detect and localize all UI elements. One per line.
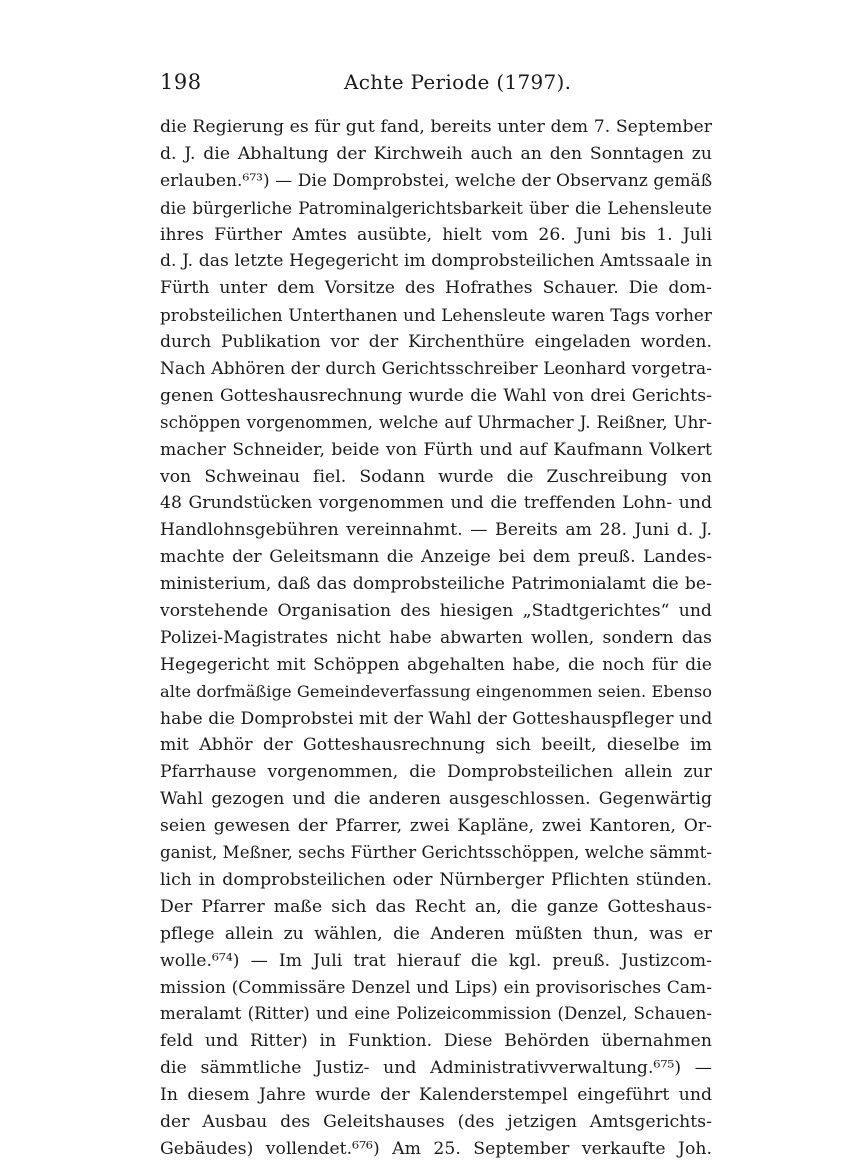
text-line: mit Abhör der Gotteshausrechnung sich beeilt, dieselbe im xyxy=(160,735,712,756)
text-line: von Schweinau fiel. Sodann wurde die Zuschreibung von xyxy=(160,466,712,487)
text-line: feld und Ritter) in Funktion. Diese Behörden übernahmen xyxy=(160,1031,712,1052)
text-line: vorstehende Organisation des hiesigen „Stadtgerichtes“ und xyxy=(160,601,712,622)
text-line: lich in domprobsteilichen oder Nürnberger Pflichten stünden. xyxy=(160,869,712,890)
text-line: genen Gotteshausrechnung wurde die Wahl von drei Gerichts- xyxy=(160,385,712,406)
text-line: habe die Domprobstei mit der Wahl der Gotteshauspfleger und xyxy=(160,708,712,729)
running-head xyxy=(160,70,712,100)
text-line: macher Schneider, beide von Fürth und auf Kaufmann Volkert xyxy=(160,439,712,460)
body-text xyxy=(160,114,712,1163)
text-line: Polizei-Magistrates nicht habe abwarten wollen, sondern das xyxy=(160,627,712,648)
text-line: Fürth unter dem Vorsitze des Hofrathes Schauer. Die dom- xyxy=(160,278,712,299)
text-line: Hegegericht mit Schöppen abgehalten habe, die noch für die xyxy=(160,654,712,675)
text-line: wolle.⁶⁷⁴) — Im Juli trat hierauf die kgl. preuß. Justizcom- xyxy=(160,950,712,971)
running-head-title: Achte Periode (1797). xyxy=(344,70,572,94)
text-line: ministerium, daß das domprobsteiliche Patrimonialamt die be- xyxy=(160,574,712,595)
text-line: durch Publikation vor der Kirchenthüre eingeladen worden. xyxy=(160,332,712,353)
text-line: erlauben.⁶⁷³) — Die Domprobstei, welche der Observanz gemäß xyxy=(160,170,712,191)
text-line: schöppen vorgenommen, welche auf Uhrmacher J. Reißner, Uhr- xyxy=(160,412,712,432)
page-number: 198 xyxy=(160,70,202,94)
text-line: ganist, Meßner, sechs Fürther Gerichtsschöppen, welche sämmt- xyxy=(160,843,712,863)
text-line: der Ausbau des Geleitshauses (des jetzigen Amtsgerichts- xyxy=(160,1111,712,1132)
text-line: die bürgerliche Patrominalgerichtsbarkeit über die Lehensleute xyxy=(160,197,712,218)
text-line: In diesem Jahre wurde der Kalenderstempel eingeführt und xyxy=(160,1085,712,1106)
text-line: mission (Commissäre Denzel und Lips) ein provisorisches Cam- xyxy=(160,977,712,998)
text-line: d. J. das letzte Hegegericht im domprobsteilichen Amtssaale in xyxy=(160,251,712,272)
text-line: d. J. die Abhaltung der Kirchweih auch an den Sonntagen zu xyxy=(160,143,712,164)
text-line: Der Pfarrer maße sich das Recht an, die ganze Gotteshaus- xyxy=(160,896,712,917)
text-line: Gebäudes) vollendet.⁶⁷⁶) Am 25. September verkaufte Joh. xyxy=(160,1138,712,1159)
text-line: alte dorfmäßige Gemeindeverfassung eingenommen seien. Ebenso xyxy=(160,681,712,701)
text-line: probsteilichen Unterthanen und Lehensleute waren Tags vorher xyxy=(160,305,712,326)
text-line: ihres Fürther Amtes ausübte, hielt vom 26. Juni bis 1. Juli xyxy=(160,224,712,245)
text-line: Handlohnsgebühren vereinnahmt. — Bereits am 28. Juni d. J. xyxy=(160,520,712,541)
text-line: Pfarrhause vorgenommen, die Domprobsteilichen allein zur xyxy=(160,762,712,783)
text-line: machte der Geleitsmann die Anzeige bei dem preuß. Landes- xyxy=(160,547,712,568)
text-line: die sämmtliche Justiz- und Administrativverwaltung.⁶⁷⁵) — xyxy=(160,1058,712,1079)
text-line: Nach Abhören der durch Gerichtsschreiber Leonhard vorgetra- xyxy=(160,359,712,380)
text-line: pflege allein zu wählen, die Anderen müßten thun, was er xyxy=(160,923,712,944)
text-line: seien gewesen der Pfarrer, zwei Kapläne, zwei Kantoren, Or- xyxy=(160,816,712,837)
text-line: Wahl gezogen und die anderen ausgeschlossen. Gegenwärtig xyxy=(160,789,712,810)
text-line: meralamt (Ritter) und eine Polizeicommission (Denzel, Schauen- xyxy=(160,1004,712,1024)
text-line: 48 Grundstücken vorgenommen und die treffenden Lohn- und xyxy=(160,493,712,514)
text-line: die Regierung es für gut fand, bereits unter dem 7. September xyxy=(160,117,712,137)
